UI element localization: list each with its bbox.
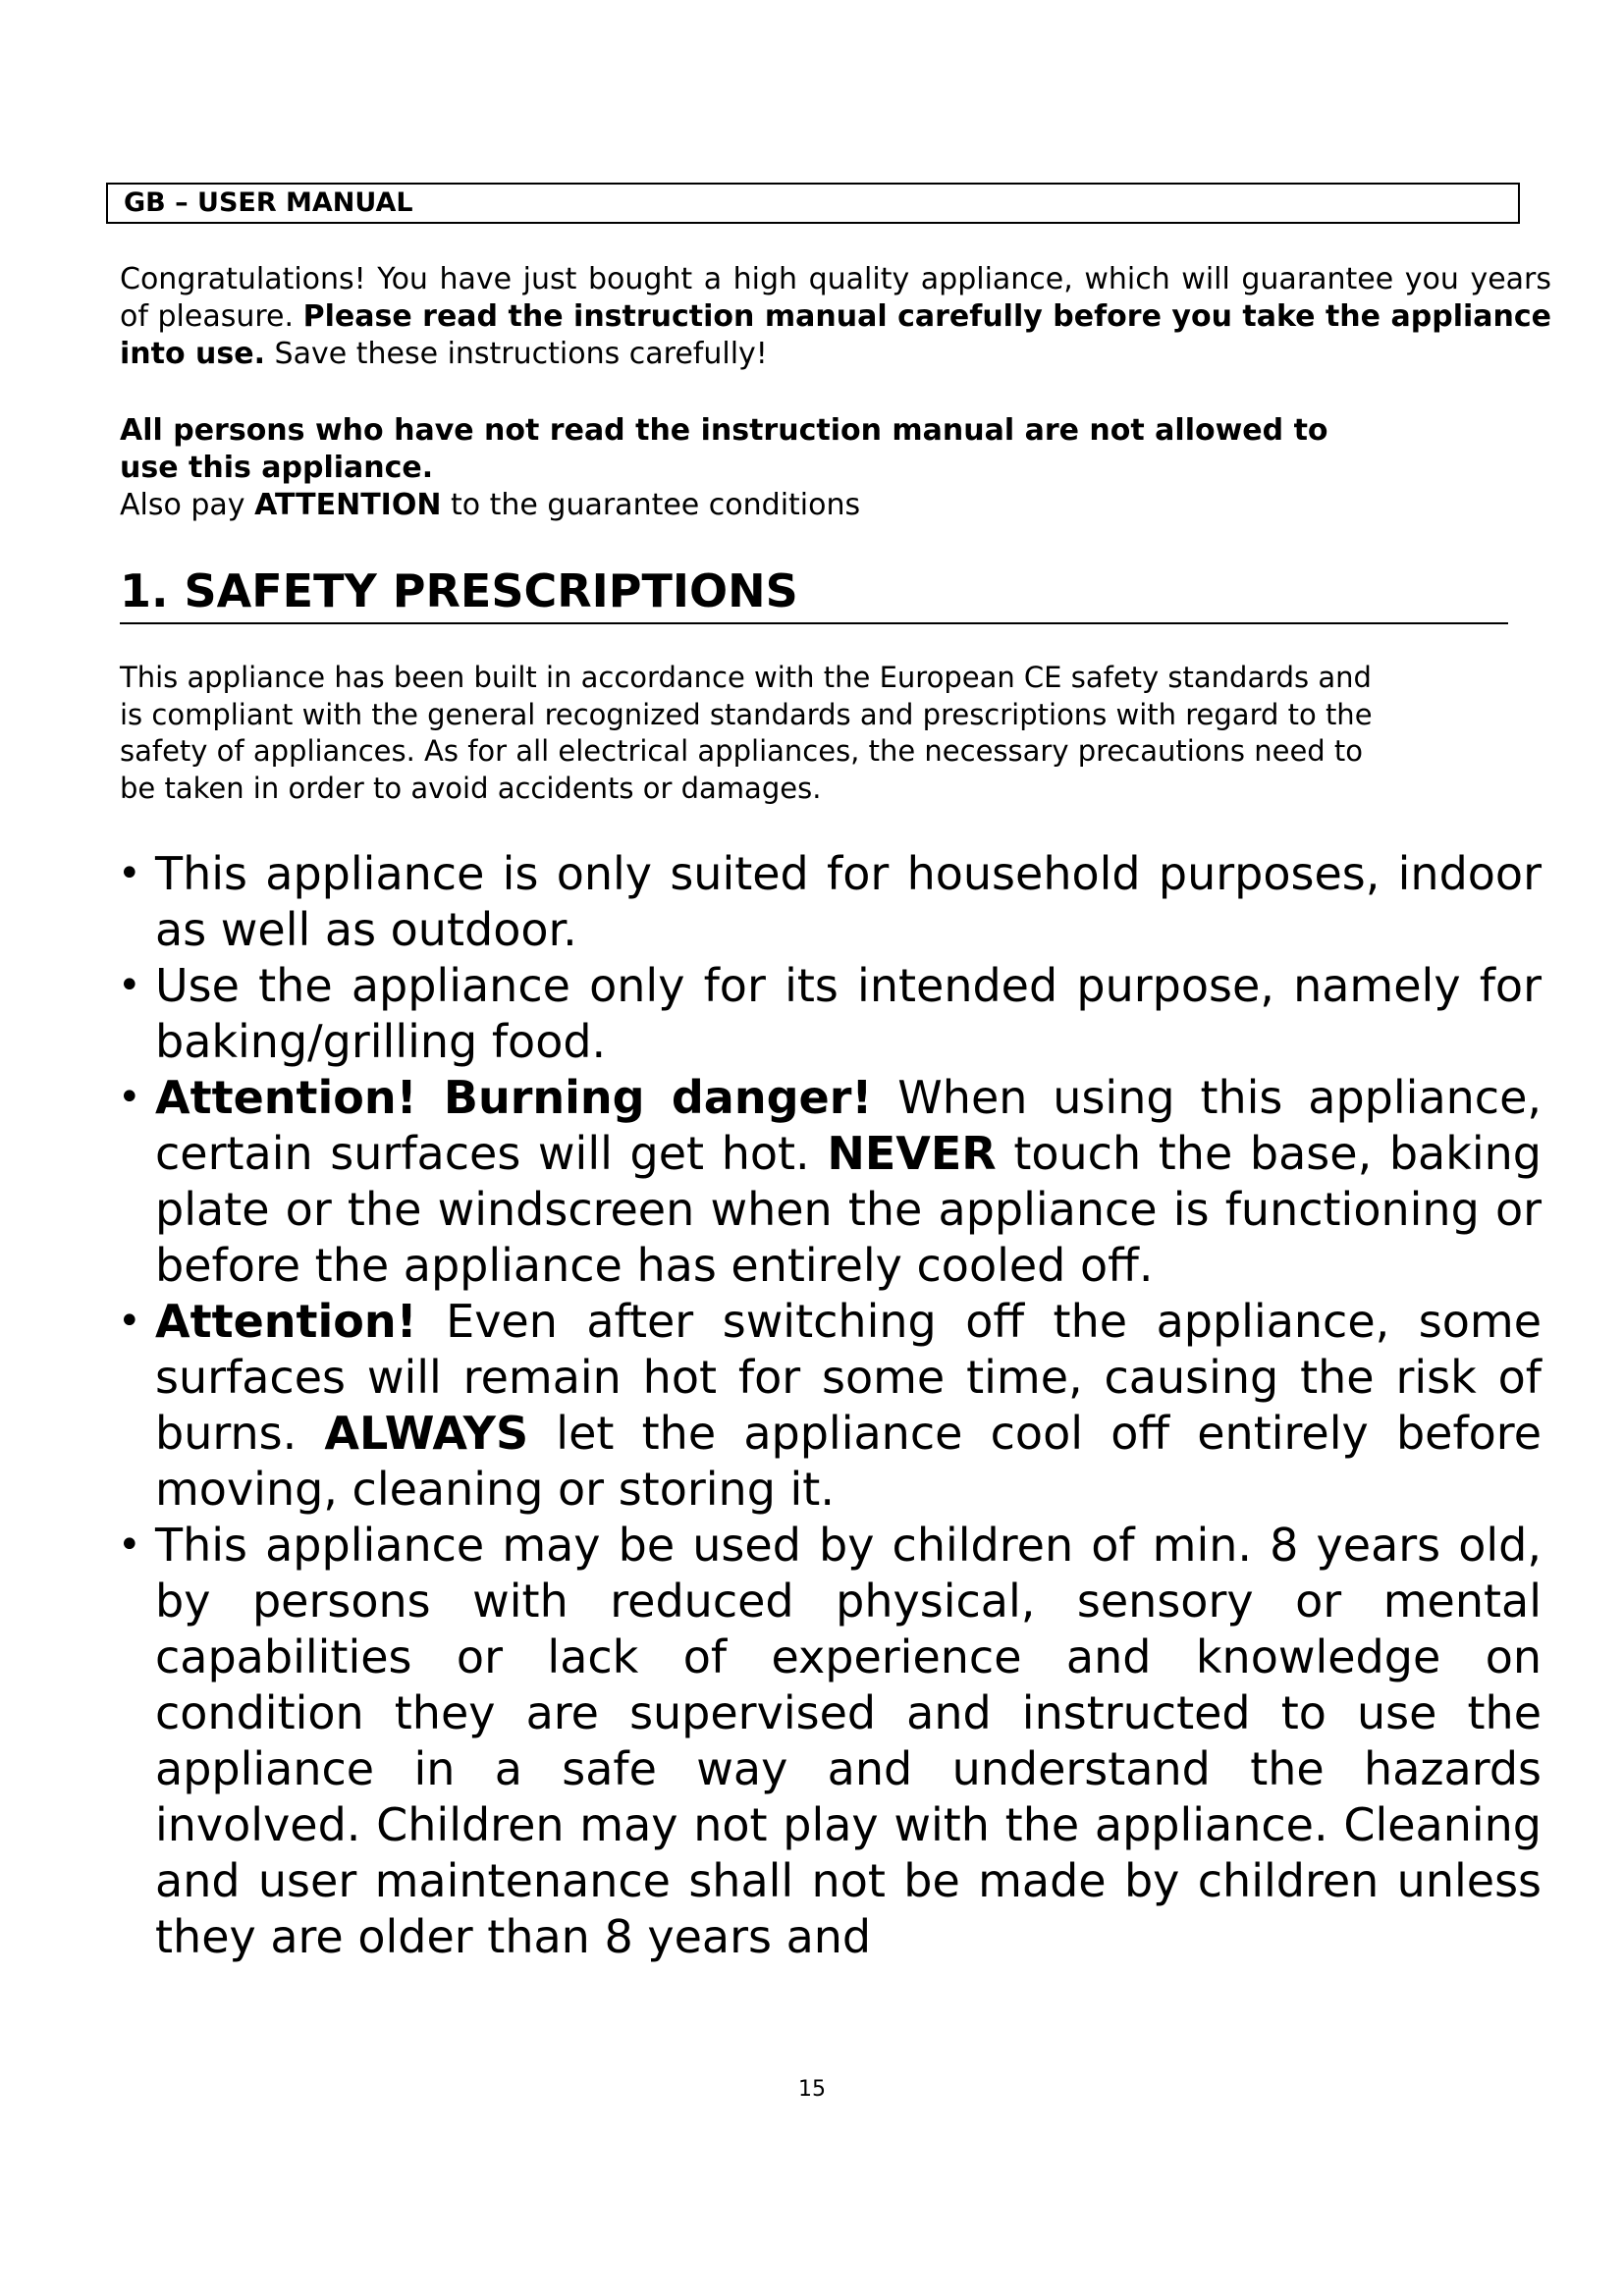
intro-paragraph xyxy=(120,261,1551,373)
bullet-text: Even after switching off the appliance, some surfaces will remain hot for some time, causing the risk of burns. xyxy=(155,1295,1542,1460)
safety-bullet-intended-purpose xyxy=(118,958,1542,1070)
bullet-dot-icon: • xyxy=(118,851,141,896)
safety-bullet-remain-hot xyxy=(118,1294,1542,1518)
page-number: 15 xyxy=(798,2077,826,2102)
safety-bullet-burning-danger xyxy=(118,1070,1542,1294)
compliance-line-3: safety of appliances. As for all electrical appliances, the necessary precautions need to xyxy=(120,734,1364,768)
notice-attention: ATTENTION xyxy=(254,488,442,522)
section-title: 1. SAFETY PRESCRIPTIONS xyxy=(120,561,1508,624)
compliance-paragraph xyxy=(120,660,1494,807)
safety-bullet-list xyxy=(118,846,1542,1965)
bullet-dot-icon: • xyxy=(118,963,141,1008)
bullet-bold-attention: Attention! Burning danger! xyxy=(155,1071,873,1124)
notice-post: to the guarantee conditions xyxy=(441,488,861,522)
bullet-text: This appliance is only suited for household purposes, indoor as well as outdoor. xyxy=(155,847,1542,956)
safety-bullet-children xyxy=(118,1518,1542,1965)
manual-header: GB – USER MANUAL xyxy=(106,183,1520,224)
bullet-dot-icon: • xyxy=(118,1522,141,1568)
bullet-bold-never: NEVER xyxy=(827,1127,997,1180)
bullet-bold-always: ALWAYS xyxy=(324,1407,529,1460)
bullet-text: let the appliance cool off entirely before moving, cleaning or storing it. xyxy=(155,1407,1542,1516)
compliance-line-2: is compliant with the general recognized standards and prescriptions with regard to the xyxy=(120,697,1373,731)
intro-text-end: Save these instructions carefully! xyxy=(265,337,768,371)
bullet-dot-icon: • xyxy=(118,1075,141,1120)
intro-text-start: Congratulations! You have just bought a high quality appliance, which will guarantee you years of pleasure. xyxy=(120,262,1551,334)
notice-guarantee-line xyxy=(120,487,1551,524)
bullet-text: Use the appliance only for its intended purpose, namely for baking/grilling food. xyxy=(155,959,1542,1068)
safety-bullet-household xyxy=(118,846,1542,958)
bullet-bold-attention: Attention! xyxy=(155,1295,417,1348)
bullet-dot-icon: • xyxy=(118,1299,141,1344)
bullet-text: touch the base, baking plate or the windscreen when the appliance is functioning or before the appliance has entirely cooled off. xyxy=(155,1127,1542,1292)
notice-bold-warning: All persons who have not read the instruction manual are not allowed to use this appliance. xyxy=(120,413,1328,485)
intro-bold-instruction: Please read the instruction manual carefully before you take the appliance into use. xyxy=(120,299,1551,371)
bullet-text: This appliance may be used by children of min. 8 years old, by persons with reduced physical, sensory or mental capabilities or lack of experience and knowledge on condition they are supervised and instructed to use the appliance in a safe way and understand the hazards involved. Children may not play with the appliance. Cleaning and user maintenance shall not be made by children unless they are older than 8 years and xyxy=(155,1519,1542,1963)
notice-pre: Also pay xyxy=(120,488,255,522)
notice-block xyxy=(120,412,1551,524)
bullet-text: When using this appliance, certain surfaces will get hot. xyxy=(155,1071,1542,1180)
compliance-line-4: be taken in order to avoid accidents or damages. xyxy=(120,771,822,805)
compliance-line-1: This appliance has been built in accordance with the European CE safety standards and xyxy=(120,661,1372,694)
